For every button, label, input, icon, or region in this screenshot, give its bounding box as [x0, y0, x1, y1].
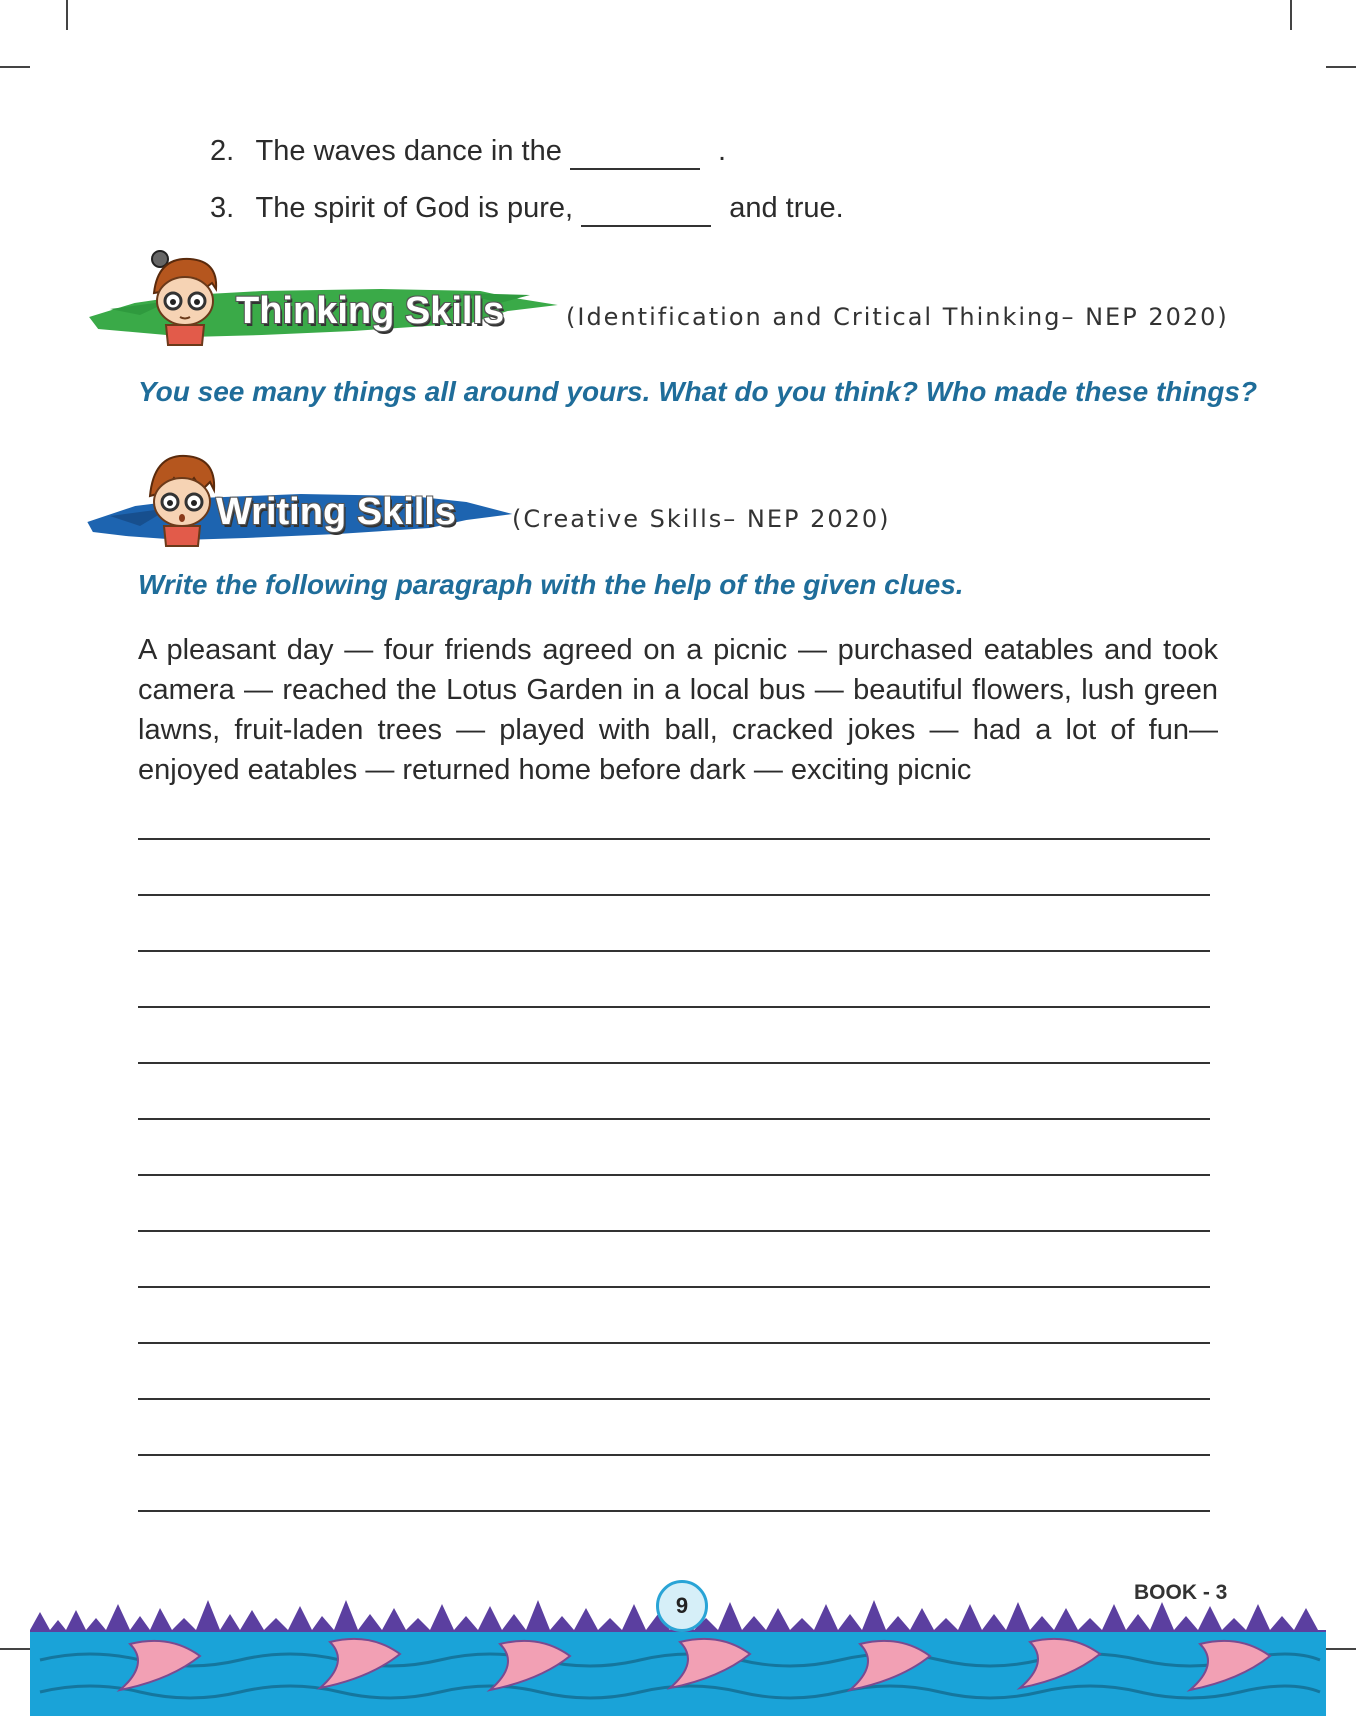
crop-mark [66, 0, 68, 30]
question-end: and true. [729, 192, 844, 224]
writing-prompt: Write the following paragraph with the help of the given clues. [138, 569, 964, 600]
writing-line[interactable] [138, 1398, 1210, 1400]
question-number: 3. [210, 192, 235, 224]
writing-line[interactable] [138, 1342, 1210, 1344]
book-label: BOOK - 3 [1134, 1581, 1228, 1604]
page-number: 9 [675, 1593, 689, 1618]
writing-line[interactable] [138, 894, 1210, 896]
writing-line[interactable] [138, 1062, 1210, 1064]
thinking-prompt: You see many things all around yours. What do you think? Who made these things? [138, 376, 1258, 407]
writing-line[interactable] [138, 838, 1210, 840]
writing-line[interactable] [138, 1174, 1210, 1176]
writing-line[interactable] [138, 1230, 1210, 1232]
clues-paragraph: A pleasant day — four friends agreed on a picnic — purchased eatables and took camera — reached the Lotus Garden in a local bus — beautiful flowers, lush green lawns, fruit-laden trees — played with ball, cracked jokes — had a lot of fun— enjoyed eatables — returned home before dark — exciting picnic [138, 634, 1218, 786]
thinking-skills-banner [80, 245, 560, 355]
question-text: The waves dance in the [255, 135, 562, 167]
boy-mascot-icon [136, 446, 226, 556]
writing-line[interactable] [138, 1006, 1210, 1008]
river-water [30, 1632, 1326, 1716]
writing-line[interactable] [138, 1510, 1210, 1512]
writing-skills-title: Writing Skills [216, 491, 457, 533]
question-text: The spirit of God is pure, [255, 192, 574, 224]
question-end: . [717, 135, 727, 167]
question-3 [210, 192, 844, 227]
writing-line[interactable] [138, 950, 1210, 952]
writing-line[interactable] [138, 1118, 1210, 1120]
answer-blank[interactable] [581, 192, 711, 227]
question-number: 2. [210, 135, 235, 167]
crop-mark [1290, 0, 1292, 30]
crop-mark [0, 66, 30, 68]
writing-skills-subtitle: (Creative Skills– NEP 2020) [512, 505, 891, 533]
crop-mark [1326, 66, 1356, 68]
thinking-skills-subtitle: (Identification and Critical Thinking– NEP 2020) [566, 303, 1229, 331]
writing-skills-banner [80, 446, 520, 556]
question-2 [210, 135, 726, 170]
answer-blank[interactable] [570, 135, 700, 170]
page-number-badge [656, 1580, 708, 1632]
thinking-skills-title: Thinking Skills [236, 290, 505, 332]
boy-mascot-icon [138, 245, 228, 355]
writing-line[interactable] [138, 1454, 1210, 1456]
writing-line[interactable] [138, 1286, 1210, 1288]
